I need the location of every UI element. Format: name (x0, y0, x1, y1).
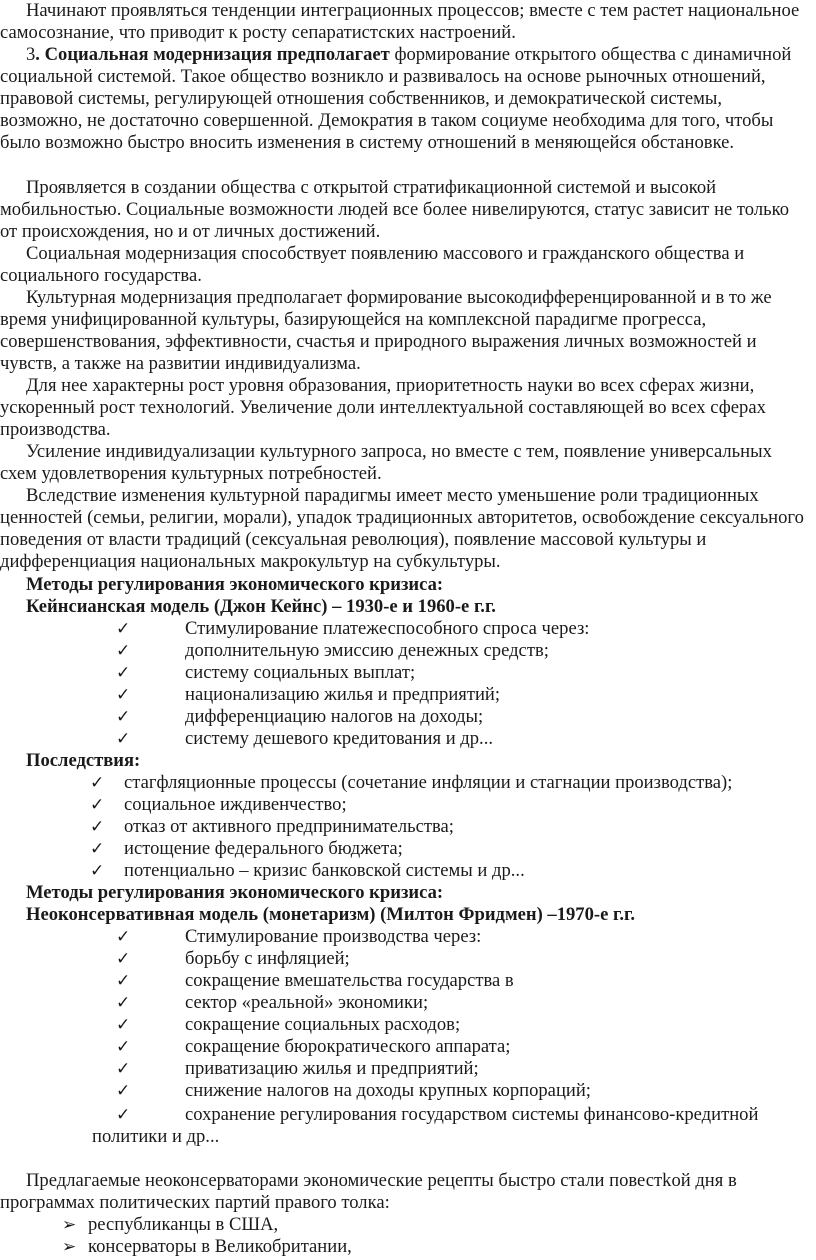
paragraph-individualization: Усиление индивидуализации культурного запроса, но вместе с тем, появление универсальных схем удовлетворения культурных потребностей. (0, 441, 772, 485)
list-item-continuation: политики и др... (92, 1126, 220, 1147)
check-icon: ✓ (116, 619, 131, 639)
check-icon: ✓ (90, 861, 105, 881)
heading-keynes-model: Кейнсианская модель (Джон Кейнс) – 1930-е и 1960-е г.г. (26, 596, 496, 617)
heading-crisis-methods-2: Методы регулирования экономического кризиса: (26, 882, 444, 903)
check-icon: ✓ (116, 641, 131, 661)
heading-crisis-methods-1: Методы регулирования экономического кризиса: (26, 574, 444, 595)
paragraph-cultural-modernization: Культурная модернизация предполагает формирование высокодифференцированной и в то же время унифицированной культуры, базирующейся на комплексной парадигме прогресса, совершенствования, эффективности, счастья и природного выражения личных возможностей и чувств, а также на развитии индивидуализма. (0, 287, 772, 375)
check-icon: ✓ (90, 795, 105, 815)
paragraph-neocon-recipes: Предлагаемые неоконсерваторами экономические рецепты быстро стали повестkой дня в программах политических партий правого толка: (0, 1170, 737, 1214)
check-icon: ✓ (90, 773, 105, 793)
check-icon: ✓ (116, 707, 131, 727)
paragraph-social-modernization (0, 44, 805, 154)
section-heading-social-modernization: . Социальная модернизация предполагает (35, 44, 390, 65)
arrow-icon: ➢ (62, 1215, 77, 1235)
check-icon: ✓ (116, 685, 131, 705)
check-icon: ✓ (116, 1105, 131, 1125)
check-icon: ✓ (116, 993, 131, 1013)
paragraph-civil-society: Социальная модернизация способствует появлению массового и гражданского общества и социального государства. (0, 243, 745, 287)
check-icon: ✓ (116, 971, 131, 991)
check-icon: ✓ (90, 839, 105, 859)
paragraph-stratification: Проявляется в создании общества с открытой стратификационной системой и высокой мобильностью. Социальные возможности людей все более нивелируются, статус зависит не только от происхождения, но и от личных достижений. (0, 177, 789, 243)
check-icon: ✓ (116, 663, 131, 683)
check-icon: ✓ (90, 817, 105, 837)
check-icon: ✓ (116, 1015, 131, 1035)
heading-neocon-model: Неоконсервативная модель (монетаризм) (Милтон Фридмен) –1970-е г.г. (26, 904, 635, 925)
check-icon: ✓ (116, 1081, 131, 1101)
check-icon: ✓ (116, 729, 131, 749)
check-icon: ✓ (116, 927, 131, 947)
check-icon: ✓ (116, 1037, 131, 1057)
heading-consequences: Последствия: (26, 750, 141, 771)
paragraph-integration: Начинают проявляться тенденции интеграционных процессов; вместе с тем растет национальное самосознание, что приводит к росту сепаратистских настроений. (0, 0, 800, 44)
section-number: 3 (26, 44, 36, 65)
check-icon: ✓ (116, 1059, 131, 1079)
paragraph-education: Для нее характерны рост уровня образования, приоритетность науки во всех сферах жизни, ускоренный рост технологий. Увеличение доли интеллектуальной составляющей во всех сферах производства. (0, 375, 766, 441)
paragraph-social-modernization-text: формирование открытого общества с динамичной социальной системой. Такое общество возникло и развивалось на основе рыночных отношений, правовой системы, регулирующей отношения собственников, и демократической системы, возможно, не достаточно совершенной. Демократия в таком социуме необходима для того, чтобы было возможно быстро вносить изменения в систему отношений в меняющейся обстановке. (0, 44, 792, 154)
check-icon: ✓ (116, 949, 131, 969)
arrow-icon: ➢ (62, 1237, 77, 1257)
paragraph-cultural-paradigm: Вследствие изменения культурной парадигмы имеет место уменьшение роли традиционных ценностей (семьи, религии, морали), упадок традиционных авторитетов, освобождение сексуального поведения от власти традиций (сексуальная революция), появление массовой культуры и дифференциация национальных макрокультур на субкультуры. (0, 485, 804, 573)
